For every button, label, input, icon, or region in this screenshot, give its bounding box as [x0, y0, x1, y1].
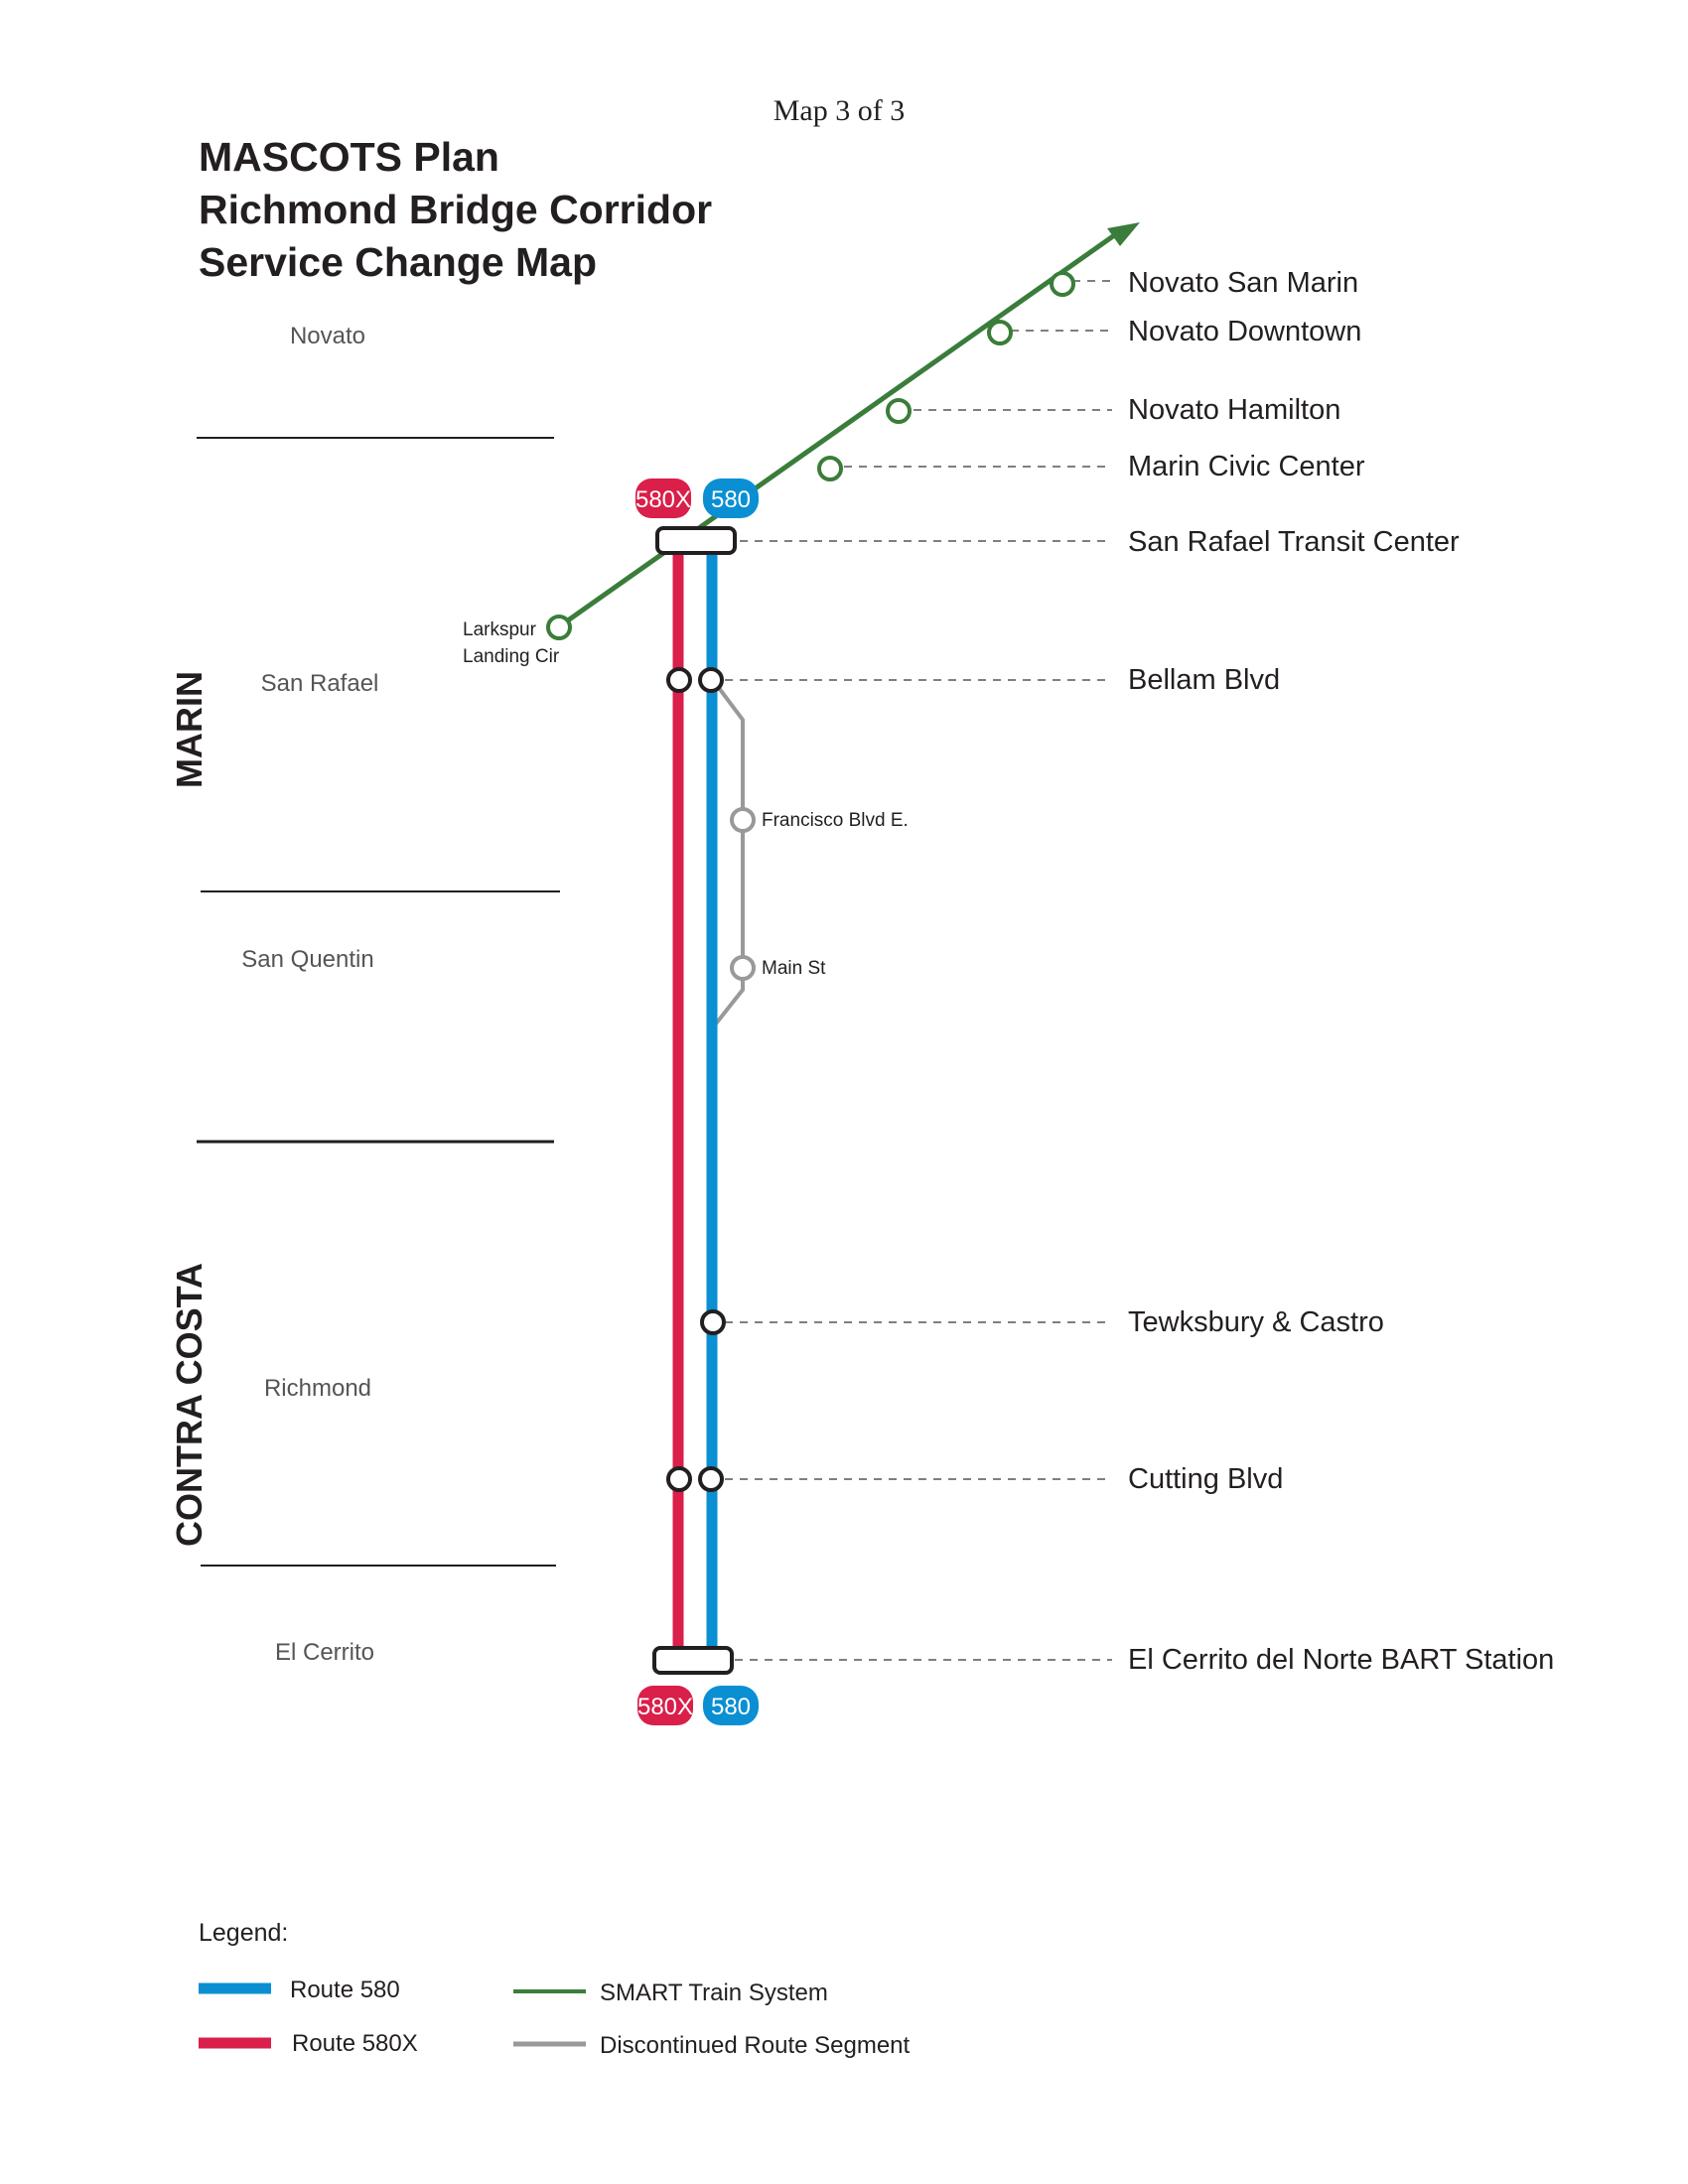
station-novato-san-marin: [1052, 273, 1073, 295]
stop-main-st: [732, 957, 754, 979]
stop-label-main-st: Main St: [762, 958, 826, 979]
stop-label-bellam-blvd: Bellam Blvd: [1128, 664, 1281, 696]
legend-title: Legend:: [199, 1919, 289, 1947]
route-580x-badge-top-label: 580X: [634, 486, 692, 513]
smart-train-line: [558, 231, 1120, 627]
smart-train-arrow-icon: [1107, 222, 1140, 246]
terminal-el-cerrito-del-norte: [654, 1648, 732, 1673]
terminal-san-rafael-transit-center: [657, 528, 735, 553]
legend-label-discontinued: Discontinued Route Segment: [600, 2032, 911, 2059]
stop-bellam-blvd-580: [700, 669, 722, 691]
map-title-line2: Richmond Bridge Corridor: [199, 187, 713, 232]
stop-label-san-rafael-transit-center: San Rafael Transit Center: [1128, 526, 1460, 558]
map-title-line1: MASCOTS Plan: [199, 134, 499, 180]
stop-tewksbury-castro-580: [702, 1311, 724, 1333]
map-number: Map 3 of 3: [773, 94, 906, 127]
region-label-san-quentin: San Quentin: [241, 946, 374, 973]
map-title-line3: Service Change Map: [199, 239, 598, 285]
stop-label-novato-downtown: Novato Downtown: [1128, 316, 1362, 347]
station-novato-hamilton: [888, 400, 910, 422]
route-580-badge-top-label: 580: [710, 486, 752, 513]
county-label-marin: MARIN: [169, 671, 210, 788]
station-novato-downtown: [989, 322, 1011, 343]
stop-label-larkspur-line1: Larkspur: [463, 619, 536, 640]
station-marin-civic-center: [819, 458, 841, 479]
stop-francisco-blvd-e: [732, 809, 754, 831]
region-label-san-rafael: San Rafael: [260, 670, 379, 697]
stop-cutting-blvd-580: [700, 1468, 722, 1490]
stop-label-novato-san-marin: Novato San Marin: [1128, 267, 1359, 299]
stop-label-cutting-blvd: Cutting Blvd: [1128, 1463, 1284, 1495]
stop-bellam-blvd-580x: [668, 669, 690, 691]
stop-label-francisco-blvd-e: Francisco Blvd E.: [762, 810, 909, 831]
stop-label-larkspur-line2: Landing Cir: [463, 646, 560, 667]
county-label-contra-costa: CONTRA COSTA: [169, 1263, 210, 1547]
stop-label-el-cerrito-del-norte: El Cerrito del Norte BART Station: [1128, 1644, 1555, 1676]
stop-label-novato-hamilton: Novato Hamilton: [1128, 394, 1341, 426]
region-label-richmond: Richmond: [263, 1375, 372, 1402]
region-label-novato: Novato: [289, 323, 366, 349]
stop-label-tewksbury-castro: Tewksbury & Castro: [1128, 1306, 1384, 1338]
legend-label-route-580: Route 580: [290, 1977, 400, 2003]
legend-label-smart-train: SMART Train System: [600, 1979, 828, 2006]
route-580x-badge-bottom-label: 580X: [636, 1694, 694, 1720]
stop-cutting-blvd-580x: [668, 1468, 690, 1490]
region-label-el-cerrito: El Cerrito: [274, 1639, 375, 1666]
station-larkspur-landing: [548, 616, 570, 638]
stop-label-marin-civic-center: Marin Civic Center: [1128, 451, 1365, 482]
legend-label-route-580x: Route 580X: [292, 2030, 418, 2057]
route-580-badge-bottom-label: 580: [710, 1694, 752, 1720]
